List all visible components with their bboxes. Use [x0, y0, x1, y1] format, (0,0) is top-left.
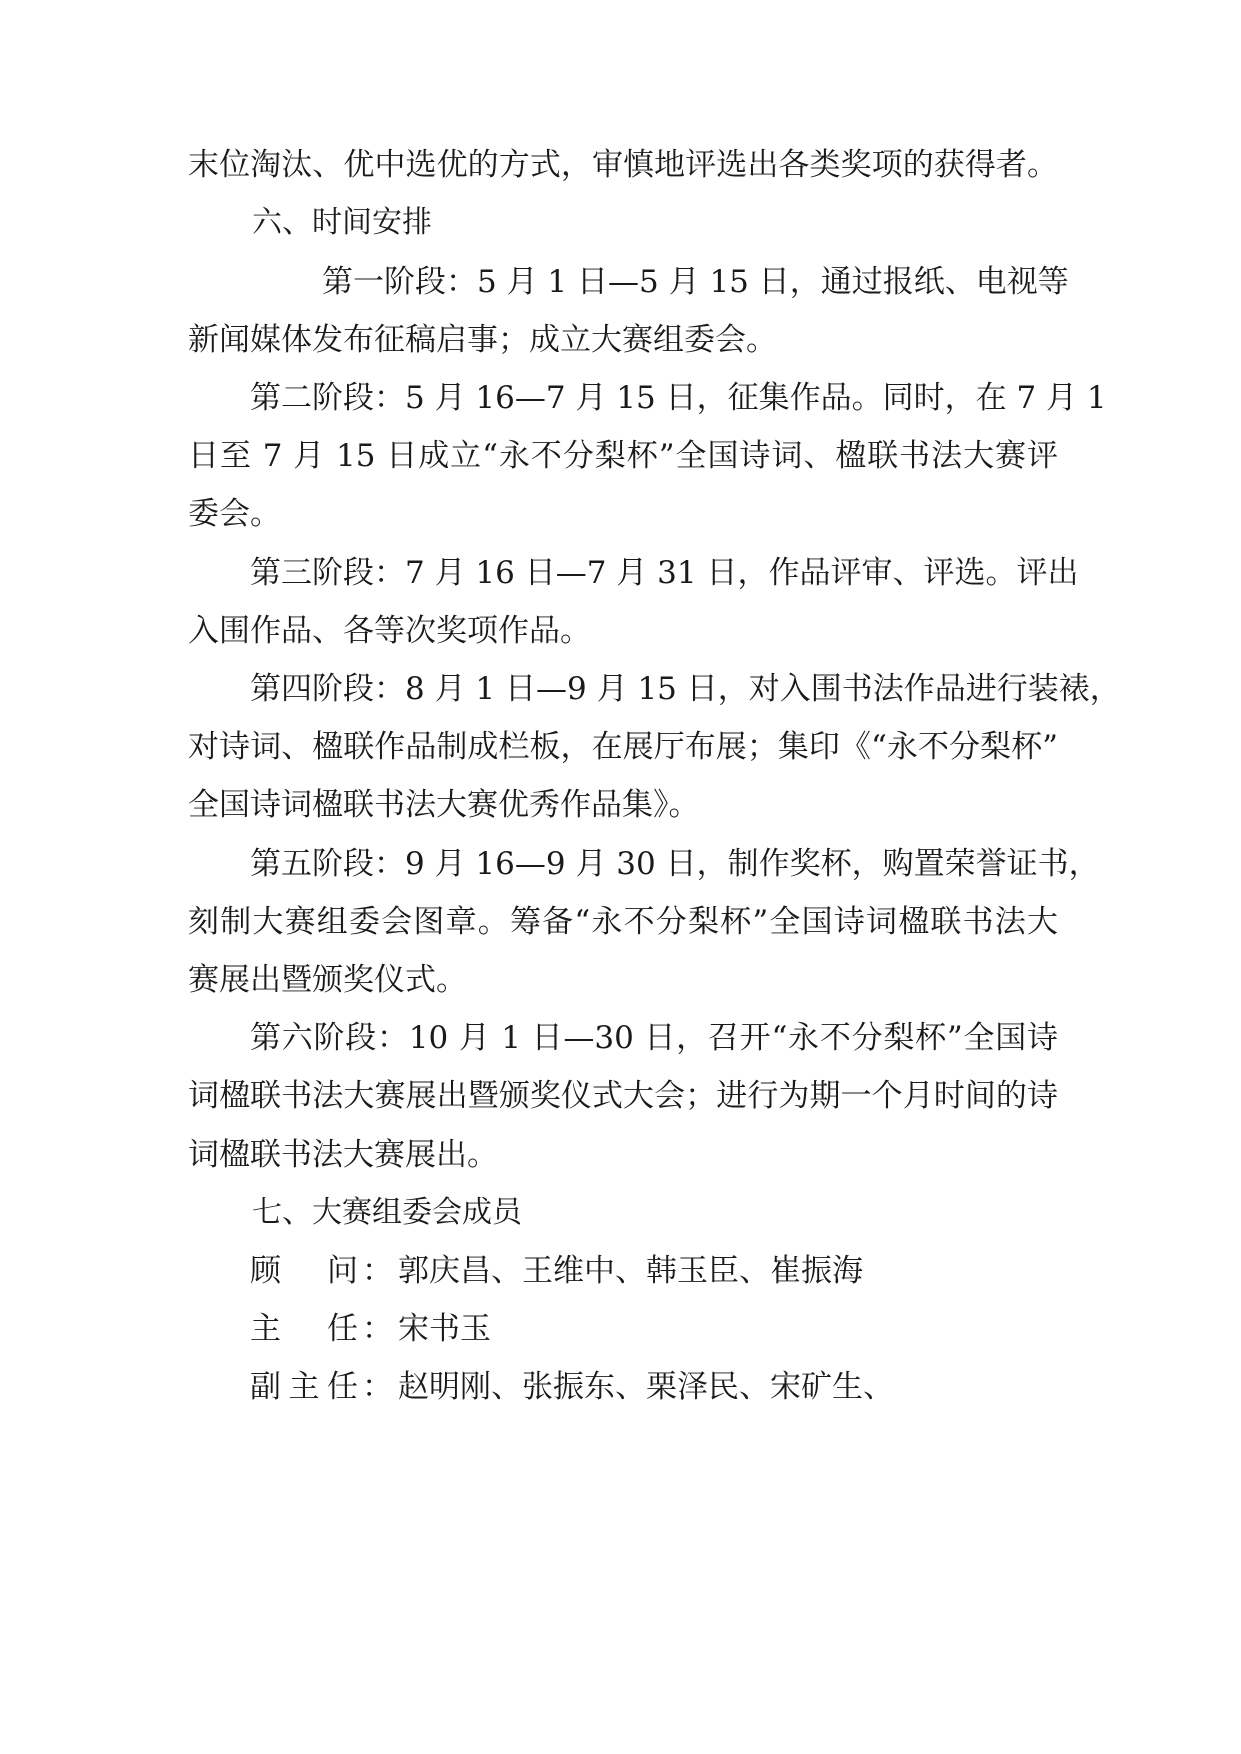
section-heading-schedule: 六、时间安排 [252, 205, 432, 240]
committee-member-row [250, 1309, 1070, 1349]
paragraph-line: 第五阶段：9 月 16—9 月 30 日，制作奖杯，购置荣誉证书， [250, 846, 1100, 882]
member-colon: ： [362, 1253, 393, 1289]
paragraph-line: 新闻媒体发布征稿启事；成立大赛组委会。 [188, 322, 777, 358]
member-names: 赵明刚、张振东、栗泽民、宋矿生、 [398, 1369, 894, 1405]
paragraph-line: 赛展出暨颁奖仪式。 [188, 962, 467, 998]
member-names: 宋书玉 [398, 1311, 491, 1347]
paragraph-line: 第三阶段：7 月 16 日—7 月 31 日，作品评审、评选。评出 [250, 555, 1079, 591]
member-title: 顾问 [250, 1253, 358, 1289]
paragraph-line: 词楹联书法大赛展出暨颁奖仪式大会；进行为期一个月时间的诗 [188, 1078, 1058, 1114]
paragraph-line: 日至 7 月 15 日成立“永不分梨杯”全国诗词、楹联书法大赛评 [188, 438, 1058, 474]
member-colon: ： [362, 1311, 393, 1347]
paragraph-line: 刻制大赛组委会图章。筹备“永不分梨杯”全国诗词楹联书法大 [188, 904, 1058, 940]
member-colon: ： [362, 1369, 393, 1405]
section-heading-committee: 七、大赛组委会成员 [252, 1195, 522, 1230]
committee-member-row [250, 1251, 1070, 1291]
paragraph-line: 词楹联书法大赛展出。 [188, 1137, 498, 1173]
paragraph-line: 对诗词、楹联作品制成栏板，在展厅布展；集印《“永不分梨杯” [188, 729, 1058, 765]
member-names: 郭庆昌、王维中、韩玉臣、崔振海 [398, 1253, 863, 1289]
paragraph-line: 入围作品、各等次奖项作品。 [188, 613, 591, 649]
paragraph-line: 第二阶段：5 月 16—7 月 15 日，征集作品。同时，在 7 月 1 [250, 380, 1107, 416]
member-title: 主任 [250, 1311, 358, 1347]
paragraph-line: 末位淘汰、优中选优的方式，审慎地评选出各类奖项的获得者。 [188, 147, 1058, 183]
paragraph-line: 第一阶段：5 月 1 日—5 月 15 日，通过报纸、电视等 [322, 264, 1069, 300]
paragraph-line: 第六阶段：10 月 1 日—30 日，召开“永不分梨杯”全国诗 [250, 1020, 1058, 1056]
paragraph-line: 第四阶段：8 月 1 日—9 月 15 日，对入围书法作品进行装裱， [250, 671, 1121, 707]
paragraph-line: 全国诗词楹联书法大赛优秀作品集》。 [188, 787, 700, 823]
member-title: 副主任 [250, 1369, 358, 1405]
paragraph-line: 委会。 [188, 496, 281, 532]
committee-member-row [250, 1367, 1070, 1407]
